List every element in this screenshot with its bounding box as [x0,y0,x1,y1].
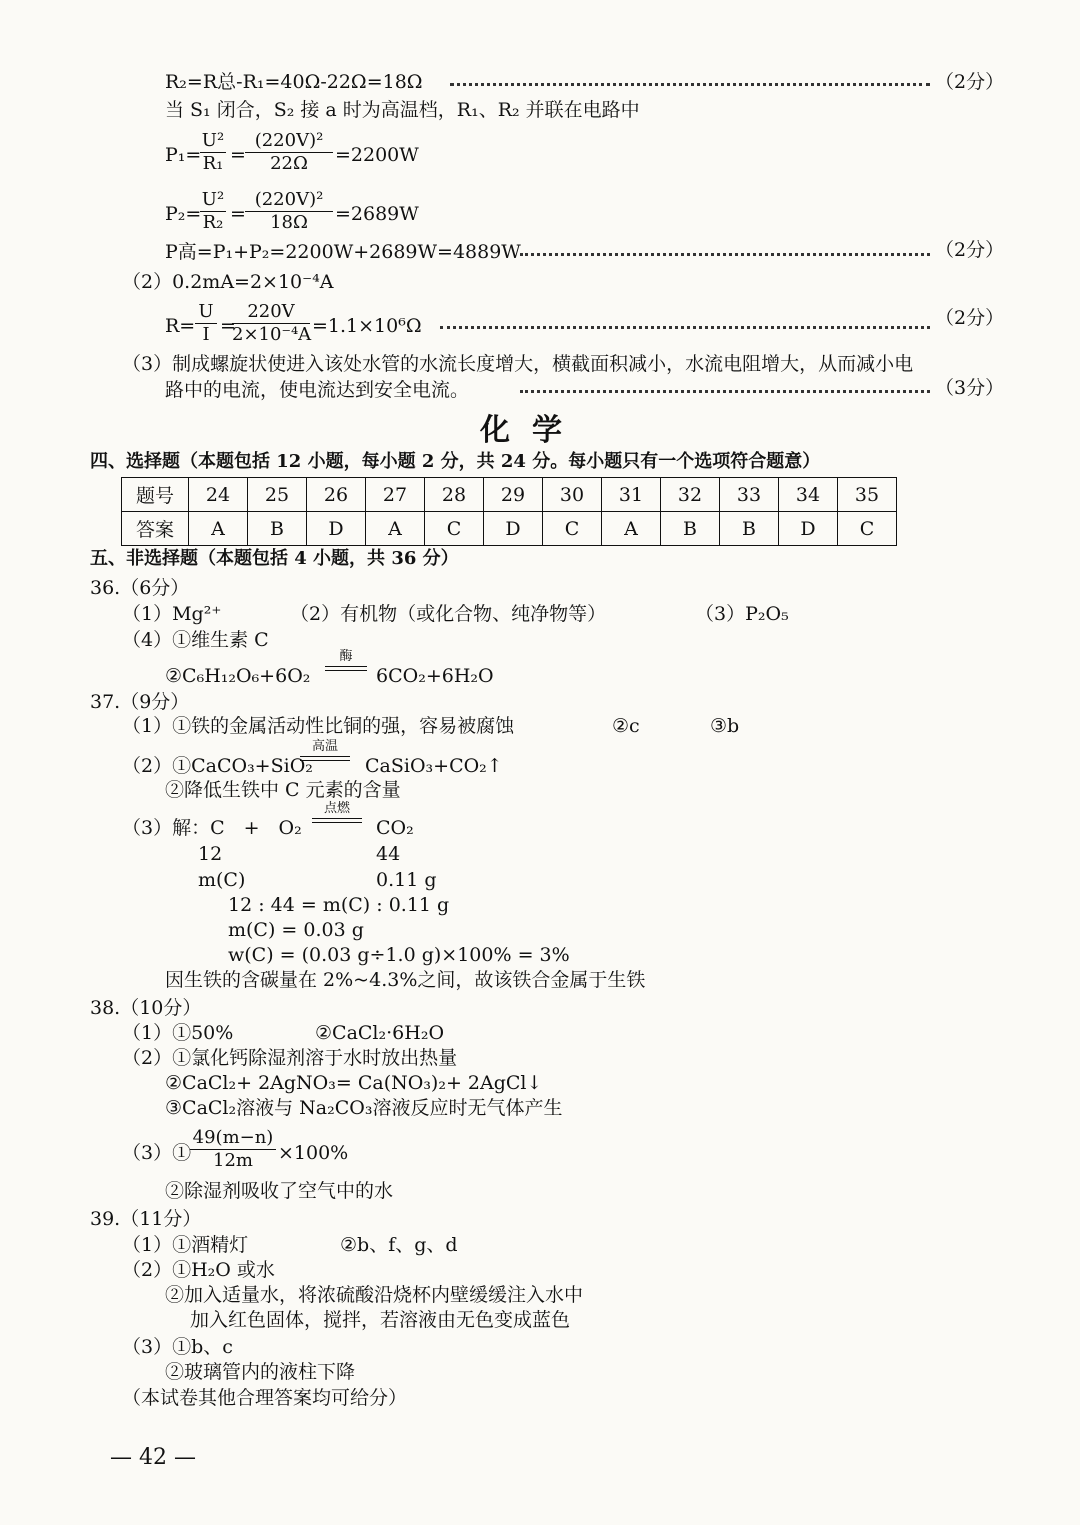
denominator: 22Ω [245,152,333,175]
question-number: 27 [366,478,425,512]
numerator: (220V)² [254,130,324,151]
denominator: R₂ [200,211,226,234]
p1-fraction-symbolic [200,130,226,175]
proportion-equation: 12 : 44 = m(C) : 0.11 g [228,894,450,916]
numerator: U² [201,189,225,210]
numerator: 220V [247,301,295,322]
q39-answer-3: （3）①b、c [122,1336,233,1358]
answer-cell: D [779,512,838,546]
q38-answer-2b: ②CaCl₂+ 2AgNO₃= Ca(NO₃)₂+ 2AgCl↓ [165,1072,543,1094]
q38-answer-1b: ②CaCl₂·6H₂O [315,1022,445,1044]
q38-answer-3-suffix: ×100% [278,1142,349,1164]
q39-answer-2c: 加入红色固体，搅拌，若溶液由无色变成蓝色 [190,1309,571,1331]
denominator: 18Ω [245,211,333,234]
q37-answer-2b: ②降低生铁中 C 元素的含量 [165,779,401,801]
leader-dots [440,326,930,329]
leader-dots [450,83,930,86]
reaction-arrow [300,740,350,761]
resistance-fraction-values [232,301,310,346]
answer-table [121,477,897,546]
question-number: 32 [661,478,720,512]
q39-answer-2b: ②加入适量水，将浓硫酸沿烧杯内壁缓缓注入水中 [165,1284,584,1306]
section-five-heading: 五、非选择题（本题包括 4 小题，共 36 分） [90,548,459,569]
mass-c-result: m(C) = 0.03 g [228,919,364,941]
p1-fraction-values [245,130,333,175]
resistance-result: =1.1×10⁶Ω [312,315,422,337]
question-number: 28 [425,478,484,512]
mass-co2: 0.11 g [376,869,437,891]
answer-cell: C [425,512,484,546]
q38-answer-3b: ②除湿剂吸收了空气中的水 [165,1180,394,1202]
q36-answer-1: （1）Mg²⁺ [122,603,222,625]
q36-equation-right: 6CO₂+6H₂O [376,665,494,687]
question-number: 34 [779,478,838,512]
question-number-row [122,478,897,512]
p2-fraction-values [245,189,333,234]
question-number: 30 [543,478,602,512]
resistance-label: R= [165,315,196,337]
q37-conclusion: 因生铁的含碳量在 2%~4.3%之间，故该铁合金属于生铁 [165,969,646,991]
q36-number: 36.（6分） [90,577,190,599]
r2-calculation: R₂=R总-R₁=40Ω-22Ω=18Ω [165,71,423,93]
q37-answer-1b: ②c [612,715,640,737]
current-conversion: （2）0.2mA=2×10⁻⁴A [122,271,334,293]
q36-answer-4: （4）①维生素 C [122,629,269,651]
answer-cell: B [248,512,307,546]
question-number: 25 [248,478,307,512]
denominator: R₁ [200,152,226,175]
molar-mass-c: 12 [198,843,223,865]
molar-mass-co2: 44 [376,843,401,865]
q38-answer-2c: ③CaCl₂溶液与 Na₂CO₃溶液反应时无气体产生 [165,1097,563,1119]
numerator: U² [201,130,225,151]
q39-answer-1: （1）①酒精灯 [122,1234,249,1256]
q37-answer-1c: ③b [710,715,740,737]
p1-result: =2200W [335,144,419,166]
equals: = [220,315,236,337]
question-number: 35 [838,478,897,512]
equals: = [230,144,246,166]
answer-cell: C [543,512,602,546]
answer-cell: B [720,512,779,546]
numerator: U [198,301,214,322]
q37-solution-equation-right: CO₂ [376,817,414,839]
answer-cell: D [484,512,543,546]
points-label: （3分） [935,377,1005,399]
answer-cell: D [307,512,366,546]
double-line [325,666,367,671]
q37-answer-1: （1）①铁的金属活动性比铜的强，容易被腐蚀 [122,715,515,737]
reaction-arrow [325,650,367,671]
spiral-explanation-line2: 路中的电流，使电流达到安全电流。 [165,379,470,401]
reaction-arrow [312,802,362,823]
leader-dots [520,390,930,393]
points-label: （2分） [935,307,1005,329]
q38-answer-2: （2）①氯化钙除湿剂溶于水时放出热量 [122,1047,458,1069]
denominator: 2×10⁻⁴A [232,324,312,345]
section-four-heading: 四、选择题（本题包括 12 小题，每小题 2 分，共 24 分。每小题只有一个选项符合题意） [90,451,821,472]
p1-label: P₁= [165,144,202,166]
denominator: I [195,323,217,346]
mass-c-unknown: m(C) [198,869,246,891]
answer-cell: C [838,512,897,546]
reaction-condition: 高温 [311,739,338,754]
numerator: (220V)² [254,189,324,210]
grading-note: （本试卷其他合理答案均可给分） [122,1387,408,1409]
q38-fraction [190,1127,276,1172]
row-header: 答案 [122,512,189,546]
question-number: 24 [189,478,248,512]
answer-cell: B [661,512,720,546]
q36-answer-3: （3）P₂O₅ [695,603,789,625]
question-number: 26 [307,478,366,512]
q37-solution-equation-left: （3）解：C + O₂ [122,817,302,839]
question-number: 31 [602,478,661,512]
equals: = [230,203,246,225]
q37-number: 37.（9分） [90,691,190,713]
question-number: 29 [484,478,543,512]
q38-number: 38.（10分） [90,997,202,1019]
row-header: 题号 [122,478,189,512]
p2-label: P₂= [165,203,202,225]
double-line [300,756,350,761]
switch-condition: 当 S₁ 闭合，S₂ 接 a 时为高温档，R₁、R₂ 并联在电路中 [165,99,640,121]
numerator: 49(m−n) [192,1127,274,1148]
q38-answer-3-prefix: （3）① [122,1142,192,1164]
denominator: 12m [190,1149,276,1172]
q36-answer-2: （2）有机物（或化合物、纯净物等） [290,603,607,625]
q38-answer-1: （1）①50% [122,1022,234,1044]
answer-cell: A [602,512,661,546]
q37-equation-left: （2）①CaCO₃+SiO₂ [122,755,313,777]
q37-equation-right: CaSiO₃+CO₂↑ [365,755,503,777]
high-power-calculation: P高=P₁+P₂=2200W+2689W=4889W [165,241,521,263]
q39-number: 39.（11分） [90,1208,202,1230]
page-number: — 42 — [110,1445,196,1470]
answer-cell: A [366,512,425,546]
answer-row [122,512,897,546]
leader-dots [520,253,930,256]
spiral-explanation-line1: （3）制成螺旋状使进入该处水管的水流长度增大，横截面积减小，水流电阻增大，从而减小电 [122,353,914,375]
answer-cell: A [189,512,248,546]
double-line [312,818,362,823]
q36-equation-left: ②C₆H₁₂O₆+6O₂ [165,665,311,687]
points-label: （2分） [935,71,1005,93]
resistance-fraction-symbolic [195,301,217,346]
reaction-condition: 酶 [339,649,353,664]
points-label: （2分） [935,239,1005,261]
q39-answer-3b: ②玻璃管内的液柱下降 [165,1361,356,1383]
carbon-fraction: w(C) = (0.03 g÷1.0 g)×100% = 3% [228,944,570,966]
question-number: 33 [720,478,779,512]
chemistry-title: 化学 [480,413,584,448]
p2-fraction-symbolic [200,189,226,234]
q39-answer-1b: ②b、f、g、d [340,1234,458,1256]
q39-answer-2: （2）①H₂O 或水 [122,1259,275,1281]
reaction-condition: 点燃 [323,801,350,816]
p2-result: =2689W [335,203,419,225]
